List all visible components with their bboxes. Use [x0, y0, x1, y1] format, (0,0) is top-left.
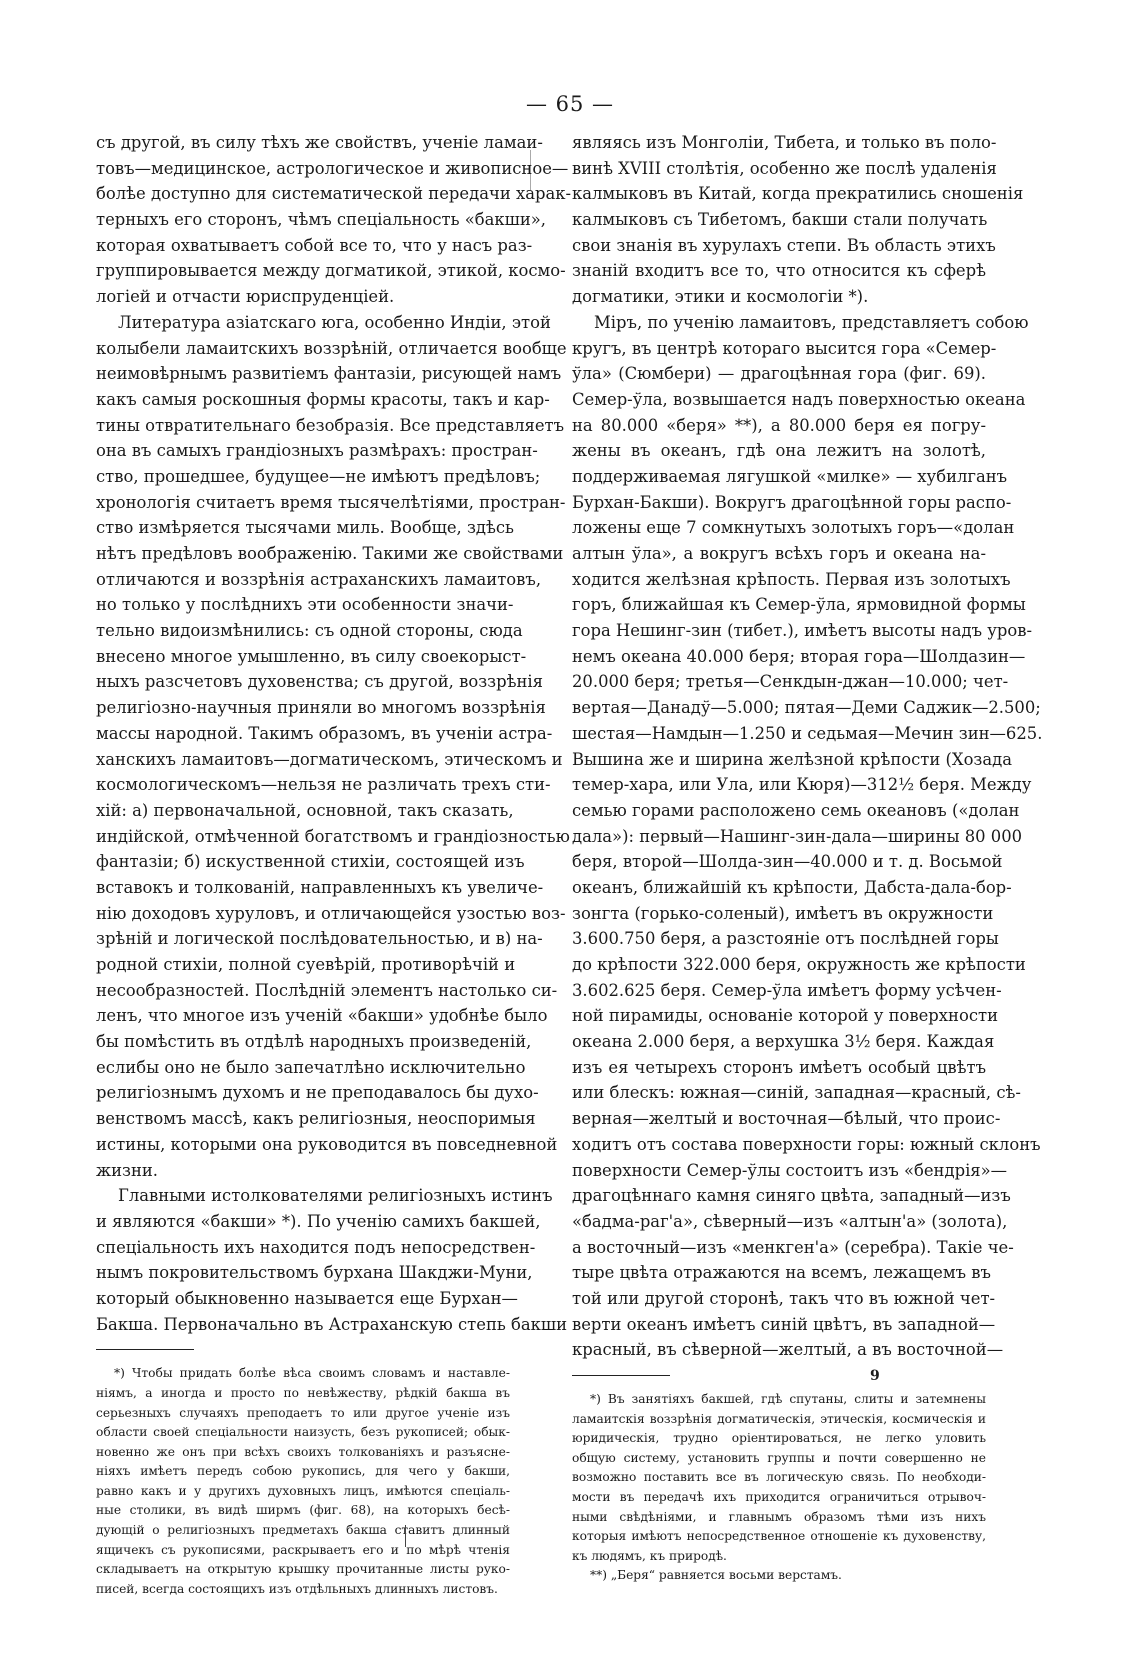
text-line: области своей спеціальности наизусть, безъ рукописей; обык-: [96, 1425, 510, 1440]
text-line: зонгта (горько-соленый), имѣетъ въ окружности: [572, 903, 994, 923]
text-line: шестая—Намдын—1.250 и седьмая—Мечин зин—625.: [572, 723, 1043, 743]
text-line: океана 2.000 беря, а верхушка 3½ беря. Каждая: [572, 1032, 995, 1052]
text-line: Семер-ўла, возвышается надъ поверхностью океана: [572, 389, 1026, 409]
text-line: отличаются и воззрѣнія астраханскихъ ламаитовъ,: [96, 569, 542, 589]
text-line: ство, прошедшее, будущее—не имѣютъ предѣловъ;: [96, 466, 541, 486]
text-line: знаній входитъ все то, что относится къ сферѣ: [572, 261, 986, 281]
footnote-rule-left: [96, 1349, 194, 1350]
text-line: *) Чтобы придать болѣе вѣса своимъ словамъ и наставле-: [114, 1366, 510, 1381]
text-line: ходитъ отъ состава поверхности горы: южный склонъ: [572, 1134, 1041, 1154]
text-line: складываетъ на открытую крышку прочитанные листы руко-: [96, 1562, 510, 1577]
text-line: ство измѣряется тысячами миль. Вообще, здѣсь: [96, 518, 514, 538]
text-line: Бакша. Первоначально въ Астраханскую степь бакши: [96, 1314, 568, 1334]
text-line: жены въ океанъ, гдѣ она лежитъ на золотѣ,: [572, 441, 986, 461]
text-line: океанъ, ближайшій къ крѣпости, Дабста-дала-бор-: [572, 877, 1012, 897]
text-line: поддерживаемая лягушкой «милке» — хубилганъ: [572, 466, 1008, 486]
text-line: колыбели ламаитскихъ воззрѣній, отличается вообще: [96, 338, 567, 358]
text-line: нію доходовъ хуруловъ, и отличающейся узостью воз-: [96, 903, 566, 923]
text-line: а восточный—изъ «менкген'а» (серебра). Такіе че-: [572, 1237, 1014, 1257]
text-line: изъ ея четырехъ сторонъ имѣетъ особый цвѣтъ: [572, 1057, 986, 1077]
text-line: мости въ передачѣ ихъ приходится ограничиться отрывоч-: [572, 1489, 986, 1504]
text-line: возможно поставить все въ логическую связь. По необходи-: [572, 1470, 986, 1485]
text-line: ламаитскія воззрѣнія догматическія, этическія, космическія и: [572, 1411, 986, 1426]
text-line: 3.602.625 беря. Семер-ўла имѣетъ форму усѣчен-: [572, 980, 1002, 1000]
text-line: ўла» (Сюмбери) — драгоцѣнная гора (фиг. 69).: [572, 364, 986, 384]
text-line: зрѣній и логической послѣдовательностью, и в) на-: [96, 929, 543, 949]
text-line: ными свѣдѣніями, и главнымъ образомъ тѣми изъ нихъ: [572, 1509, 986, 1524]
text-line: терныхъ его сторонъ, чѣмъ спеціальность «бакши»,: [96, 210, 547, 230]
text-line: но только у послѣднихъ эти особенности значи-: [96, 595, 514, 615]
text-line: Главными истолкователями религіозныхъ истинъ: [118, 1186, 553, 1206]
text-line: калмыковъ съ Тибетомъ, бакши стали получать: [572, 210, 988, 230]
text-line: или блескъ: южная—синій, западная—красный, сѣ-: [572, 1083, 1021, 1103]
text-line: спеціальность ихъ находится подъ непосредствен-: [96, 1237, 536, 1257]
text-line: до крѣпости 322.000 беря, окружность же крѣпости: [572, 955, 1026, 974]
text-line: религіозно-научныя приняли во многомъ воззрѣнія: [96, 698, 546, 718]
text-line: ніяхъ имѣетъ передъ собою рукопись, для чего у бакши,: [96, 1464, 510, 1479]
text-line: несообразностей. Послѣдній элементъ настолько си-: [96, 980, 558, 1000]
text-line: калмыковъ въ Китай, когда прекратились сношенія: [572, 184, 1024, 204]
text-line: винѣ XVIII столѣтія, особенно же послѣ удаленія: [572, 158, 997, 178]
text-line: дала»): первый—Нашинг-зин-дала—ширины 80 000: [572, 826, 1023, 846]
text-line: догматики, этики и космологіи *).: [572, 287, 869, 307]
text-line: тины отвратительнаго безобразія. Все представляетъ: [96, 415, 565, 435]
text-line: который обыкновенно называется еще Бурхан—: [96, 1288, 518, 1308]
text-line: алтын ўла», а вокругъ всѣхъ горъ и океана на-: [572, 544, 986, 563]
text-line: неимовѣрнымъ развитіемъ фантазіи, рисующей намъ: [96, 364, 562, 384]
text-line: ные столики, въ видѣ ширмъ (фиг. 68), на которыхъ бесѣ-: [96, 1503, 510, 1518]
text-line: верти океанъ имѣетъ синій цвѣтъ, въ западной—: [572, 1314, 996, 1334]
text-line: внесено многое умышленно, въ силу своекорыст-: [96, 646, 527, 666]
text-line: которая охватываетъ собой все то, что у насъ раз-: [96, 235, 533, 255]
text-line: 3.600.750 беря, а разстояніе отъ послѣдней горы: [572, 929, 999, 949]
text-line: юридическія, трудно оріентироваться, не легко уловить: [572, 1431, 986, 1446]
text-line: темер-хара, или Ула, или Кюря)—312½ беря. Между: [572, 775, 1032, 795]
text-line: космологическомъ—нельзя не различать трехъ сти-: [96, 775, 551, 795]
text-line: она въ самыхъ грандіозныхъ размѣрахъ: простран-: [96, 441, 538, 461]
text-line: беря, второй—Шолда-зин—40.000 и т. д. Восьмой: [572, 852, 1003, 872]
text-line: новенно же онъ при всѣхъ своихъ толкованіяхъ и разъясне-: [96, 1444, 510, 1459]
right-column: [572, 130, 1043, 1586]
text-line: дующій о религіозныхъ предметахъ бакша ставитъ длинный: [96, 1523, 510, 1538]
text-line: являясь изъ Монголіи, Тибета, и только въ поло-: [572, 133, 997, 152]
text-line: венствомъ массѣ, какъ религіозныя, неоспоримыя: [96, 1109, 536, 1129]
text-line: истины, которыми она руководится въ повседневной: [96, 1134, 558, 1154]
left-body: [96, 130, 572, 1337]
text-line: на 80.000 «беря» **), а 80.000 беря ея погру-: [572, 415, 986, 435]
text-line: кругъ, въ центрѣ котораго высится гора «Семер-: [572, 338, 997, 358]
text-line: хій: а) первоначальной, основной, такъ сказать,: [96, 800, 514, 820]
text-line: ханскихъ ламаитовъ—догматическомъ, этическомъ и: [96, 749, 563, 769]
text-line: горъ, ближайшая къ Семер-ўла, ярмовидной формы: [572, 595, 1026, 615]
text-line: Вышина же и ширина желѣзной крѣпости (Хозада: [572, 749, 1013, 769]
text-line: немъ океана 40.000 беря; вторая гора—Шолдазин—: [572, 646, 1026, 666]
text-line: которыя имѣютъ непосредственное отношеніе къ духовенству,: [572, 1529, 986, 1544]
text-line: вставокъ и толкованій, направленныхъ къ увеличе-: [96, 877, 544, 897]
left-footnote: [96, 1364, 510, 1599]
text-line: **) „Беря“ равняется восьми верстамъ.: [590, 1568, 842, 1583]
text-line: «бадма-раг'а», сѣверный—изъ «алтын'а» (золота),: [572, 1211, 1008, 1231]
text-line: тельно видоизмѣнились: съ одной стороны, сюда: [96, 621, 523, 641]
text-line: ніямъ, а иногда и просто по невѣжеству, рѣдкій бакша въ: [96, 1385, 510, 1400]
text-line: родной стихіи, полной суевѣрій, противорѣчій и: [96, 955, 516, 974]
text-line: къ людямъ, къ природѣ.: [572, 1548, 727, 1563]
text-line: 20.000 беря; третья—Сенкдын-джан—10.000; чет-: [572, 672, 1009, 692]
text-line: тыре цвѣта отражаются на всемъ, лежащемъ въ: [572, 1263, 991, 1283]
text-line: какъ самыя роскошныя формы красоты, такъ и кар-: [96, 389, 550, 409]
text-line: съ другой, въ силу тѣхъ же свойствъ, ученіе ламаи-: [96, 133, 543, 152]
page-number: — 65 —: [525, 92, 615, 116]
text-line: ныхъ разсчетовъ духовенства; съ другой, воззрѣнія: [96, 672, 543, 692]
text-line: красный, въ сѣверной—желтый, а въ восточной—: [572, 1340, 1004, 1360]
text-line: равно какъ и у другихъ духовныхъ лицъ, имѣются спеціаль-: [96, 1483, 510, 1498]
text-line: гора Нешинг-зин (тибет.), имѣетъ высоты надъ уров-: [572, 621, 1032, 641]
text-line: ной пирамиды, основаніе которой у поверхности: [572, 1006, 999, 1026]
left-column: [96, 130, 572, 1599]
text-line: и являются «бакши» *). По ученію самихъ бакшей,: [96, 1211, 541, 1231]
right-body: [572, 130, 1043, 1363]
text-line: *) Въ занятіяхъ бакшей, гдѣ спутаны, слиты и затемнены: [590, 1392, 986, 1406]
text-line: писей, всегда состоящихъ изъ отдѣльныхъ длинныхъ листовъ.: [96, 1581, 498, 1596]
text-line: жизни.: [96, 1160, 159, 1180]
text-line: той или другой сторонѣ, такъ что въ южной чет-: [572, 1288, 996, 1308]
text-line: верная—желтый и восточная—бѣлый, что проис-: [572, 1109, 1001, 1129]
text-line: Литература азіатскаго юга, особенно Индіи, этой: [118, 312, 551, 332]
text-line: серьезныхъ случаяхъ преподаетъ то или другое ученіе изъ: [96, 1405, 510, 1420]
text-line: ложены еще 7 сомкнутыхъ золотыхъ горъ—«долан: [572, 518, 1015, 538]
text-line: болѣе доступно для систематической передачи харак-: [96, 184, 572, 204]
text-line: фантазіи; б) искуственной стихіи, состоящей изъ: [96, 852, 525, 872]
text-line: семью горами расположено семь океановъ («долан: [572, 800, 1020, 820]
text-line: Бурхан-Бакши). Вокругъ драгоцѣнной горы распо-: [572, 492, 1012, 512]
text-line: поверхности Семер-ўлы состоитъ изъ «бендрія»—: [572, 1160, 1008, 1180]
text-line: хронологія считаетъ время тысячелѣтіями, простран-: [96, 492, 566, 512]
text-line: драгоцѣннаго камня синяго цвѣта, западный—изъ: [572, 1186, 1011, 1206]
text-line: нѣтъ предѣловъ воображенію. Такими же свойствами: [96, 544, 564, 563]
text-line: Міръ, по ученію ламаитовъ, представляетъ собою: [594, 312, 1029, 332]
text-line: нымъ покровительствомъ бурхана Шакджи-Муни,: [96, 1263, 533, 1283]
text-line: свои знанія въ хурулахъ степи. Въ область этихъ: [572, 235, 996, 255]
text-line: бы помѣстить въ отдѣлѣ народныхъ произведеній,: [96, 1032, 532, 1052]
text-line: товъ—медицинское, астрологическое и живописное—: [96, 158, 569, 178]
text-line: ленъ, что многое изъ ученій «бакши» удобнѣе было: [96, 1006, 548, 1026]
right-footnote: [572, 1390, 986, 1586]
text-line: религіознымъ духомъ и не преподавалось бы духо-: [96, 1083, 539, 1103]
text-line: ящичекъ съ рукописями, раскрываетъ его и по мѣрѣ чтенія: [96, 1542, 510, 1557]
text-line: еслибы оно не было запечатлѣно исключительно: [96, 1057, 526, 1077]
text-line: группировывается между догматикой, этикой, космо-: [96, 261, 566, 281]
gutter-mark: [405, 1525, 406, 1547]
text-line: логіей и отчасти юриспруденціей.: [96, 287, 395, 307]
text-line: ходится желѣзная крѣпость. Первая изъ золотыхъ: [572, 569, 1011, 589]
text-line: индійской, отмѣченной богатствомъ и грандіозностью: [96, 826, 570, 846]
signature-mark: 9: [870, 1368, 880, 1384]
text-line: общую систему, установить группы и почти совершенно не: [572, 1450, 986, 1465]
text-line: массы народной. Такимъ образомъ, въ ученіи астра-: [96, 723, 553, 743]
footnote-rule-right: [572, 1375, 670, 1376]
text-line: вертая—Данадў—5.000; пятая—Деми Саджик—2.500;: [572, 698, 1041, 718]
